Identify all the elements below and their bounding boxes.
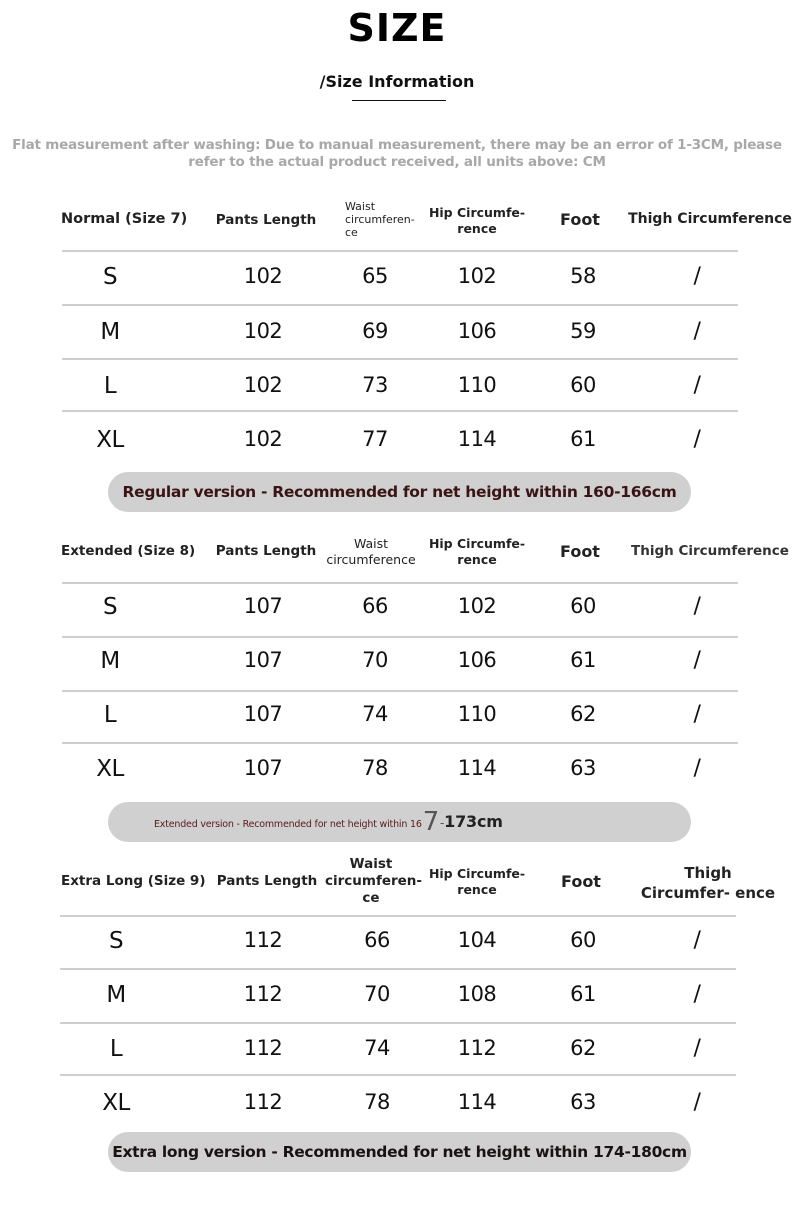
waist-cell: 66 <box>364 928 390 952</box>
size-cell: XL <box>96 427 124 453</box>
waist-cell: 69 <box>362 319 388 343</box>
waist-cell: 73 <box>362 373 388 397</box>
row-divider <box>60 968 736 970</box>
size-cell: L <box>109 1036 123 1062</box>
thigh-cell: / <box>693 928 701 953</box>
row-divider <box>62 582 738 584</box>
size-cell: XL <box>96 756 124 782</box>
thigh-cell: / <box>693 1036 701 1061</box>
size-cell: M <box>100 319 120 345</box>
thigh-cell: / <box>693 982 701 1007</box>
hip-cell: 102 <box>457 264 497 288</box>
hip-cell: 110 <box>457 702 497 726</box>
table-row <box>0 264 794 318</box>
header-pants-length: Pants Length <box>215 212 317 228</box>
row-divider <box>60 1074 736 1076</box>
header-waist: Waist circumferen- ce <box>345 200 415 239</box>
table-row <box>0 982 794 1036</box>
thigh-cell: / <box>693 702 701 727</box>
foot-cell: 62 <box>570 1036 596 1060</box>
foot-cell: 60 <box>570 928 596 952</box>
pants-length-cell: 112 <box>243 982 283 1006</box>
foot-cell: 62 <box>570 702 596 726</box>
thigh-cell: / <box>693 373 701 398</box>
table-row <box>0 373 794 427</box>
pants-length-cell: 112 <box>243 1036 283 1060</box>
thigh-cell: / <box>693 1090 701 1115</box>
size-cell: L <box>103 702 117 728</box>
pants-length-cell: 107 <box>243 702 283 726</box>
recommendation-prefix: Extended version - Recommended for net height within 16 <box>154 819 422 830</box>
size-cell: M <box>100 648 120 674</box>
row-divider <box>62 250 738 252</box>
header-size-label: Normal (Size 7) <box>61 211 188 227</box>
size-cell: S <box>102 594 118 620</box>
foot-cell: 60 <box>570 373 596 397</box>
table-row <box>0 928 794 982</box>
header-pants-length: Pants Length <box>215 543 317 559</box>
foot-cell: 60 <box>570 594 596 618</box>
header-foot: Foot <box>561 872 601 891</box>
row-divider <box>62 636 738 638</box>
recommendation-dash: - <box>440 816 445 830</box>
header-thigh: Thigh Circumference <box>631 543 789 559</box>
row-divider <box>62 304 738 306</box>
table-row <box>0 594 794 648</box>
pants-length-cell: 107 <box>243 756 283 780</box>
foot-cell: 63 <box>570 756 596 780</box>
subtitle-underline <box>352 100 446 101</box>
waist-cell: 78 <box>364 1090 390 1114</box>
header-size-label: Extra Long (Size 9) <box>61 873 206 889</box>
foot-cell: 63 <box>570 1090 596 1114</box>
waist-cell: 74 <box>362 702 388 726</box>
hip-cell: 106 <box>457 648 497 672</box>
row-divider <box>62 690 738 692</box>
size-cell: M <box>106 982 126 1008</box>
recommendation-badge <box>108 802 691 842</box>
waist-cell: 74 <box>364 1036 390 1060</box>
hip-cell: 114 <box>457 1090 497 1114</box>
pants-length-cell: 102 <box>243 319 283 343</box>
row-divider <box>60 1022 736 1024</box>
foot-cell: 59 <box>570 319 596 343</box>
header-thigh: Thigh Circumference <box>628 211 792 227</box>
thigh-cell: / <box>693 648 701 673</box>
size-cell: L <box>103 373 117 399</box>
pants-length-cell: 102 <box>243 264 283 288</box>
header-hip: Hip Circumfe- rence <box>428 536 526 567</box>
table-row <box>0 319 794 373</box>
recommendation-digit: 7 <box>422 807 440 837</box>
header-foot: Foot <box>560 210 600 229</box>
waist-cell: 77 <box>362 427 388 451</box>
hip-cell: 106 <box>457 319 497 343</box>
page-title: SIZE <box>347 6 447 50</box>
thigh-cell: / <box>693 264 701 289</box>
foot-cell: 61 <box>570 648 596 672</box>
row-divider <box>62 742 738 744</box>
header-thigh: Thigh Circumfer- ence <box>640 864 776 902</box>
foot-cell: 61 <box>570 427 596 451</box>
table-row <box>0 648 794 702</box>
thigh-cell: / <box>693 319 701 344</box>
size-cell: S <box>108 928 124 954</box>
size-cell: S <box>102 264 118 290</box>
hip-cell: 114 <box>457 427 497 451</box>
waist-cell: 70 <box>364 982 390 1006</box>
header-hip: Hip Circumfe- rence <box>428 205 526 236</box>
page-subtitle: /Size Information <box>319 72 475 91</box>
hip-cell: 108 <box>457 982 497 1006</box>
pants-length-cell: 102 <box>243 427 283 451</box>
header-foot: Foot <box>560 542 600 561</box>
header-size-label: Extended (Size 8) <box>61 543 196 559</box>
foot-cell: 61 <box>570 982 596 1006</box>
waist-cell: 70 <box>362 648 388 672</box>
waist-cell: 65 <box>362 264 388 288</box>
hip-cell: 102 <box>457 594 497 618</box>
header-waist: Waist circumferen- ce <box>325 856 423 906</box>
thigh-cell: / <box>693 427 701 452</box>
thigh-cell: / <box>693 756 701 781</box>
row-divider <box>62 358 738 360</box>
hip-cell: 114 <box>457 756 497 780</box>
pants-length-cell: 112 <box>243 1090 283 1114</box>
table-row <box>0 1036 794 1090</box>
measurement-note: Flat measurement after washing: Due to manual measurement, there may be an error of 1-3CM, please refer to the actual product received, all units above: CM <box>12 137 782 170</box>
waist-cell: 66 <box>362 594 388 618</box>
row-divider <box>62 410 738 412</box>
hip-cell: 104 <box>457 928 497 952</box>
header-hip: Hip Circumfe- rence <box>428 866 526 897</box>
header-pants-length: Pants Length <box>216 873 318 889</box>
pants-length-cell: 107 <box>243 648 283 672</box>
pants-length-cell: 102 <box>243 373 283 397</box>
table-row <box>0 702 794 756</box>
size-cell: XL <box>102 1090 130 1116</box>
pants-length-cell: 107 <box>243 594 283 618</box>
hip-cell: 112 <box>457 1036 497 1060</box>
thigh-cell: / <box>693 594 701 619</box>
row-divider <box>60 915 736 917</box>
pants-length-cell: 112 <box>243 928 283 952</box>
foot-cell: 58 <box>570 264 596 288</box>
recommendation-badge: Regular version - Recommended for net height within 160-166cm <box>108 472 691 512</box>
header-waist: Waist circumference <box>326 536 416 567</box>
recommendation-suffix: 173cm <box>444 812 503 831</box>
recommendation-badge: Extra long version - Recommended for net height within 174-180cm <box>108 1132 691 1172</box>
waist-cell: 78 <box>362 756 388 780</box>
hip-cell: 110 <box>457 373 497 397</box>
